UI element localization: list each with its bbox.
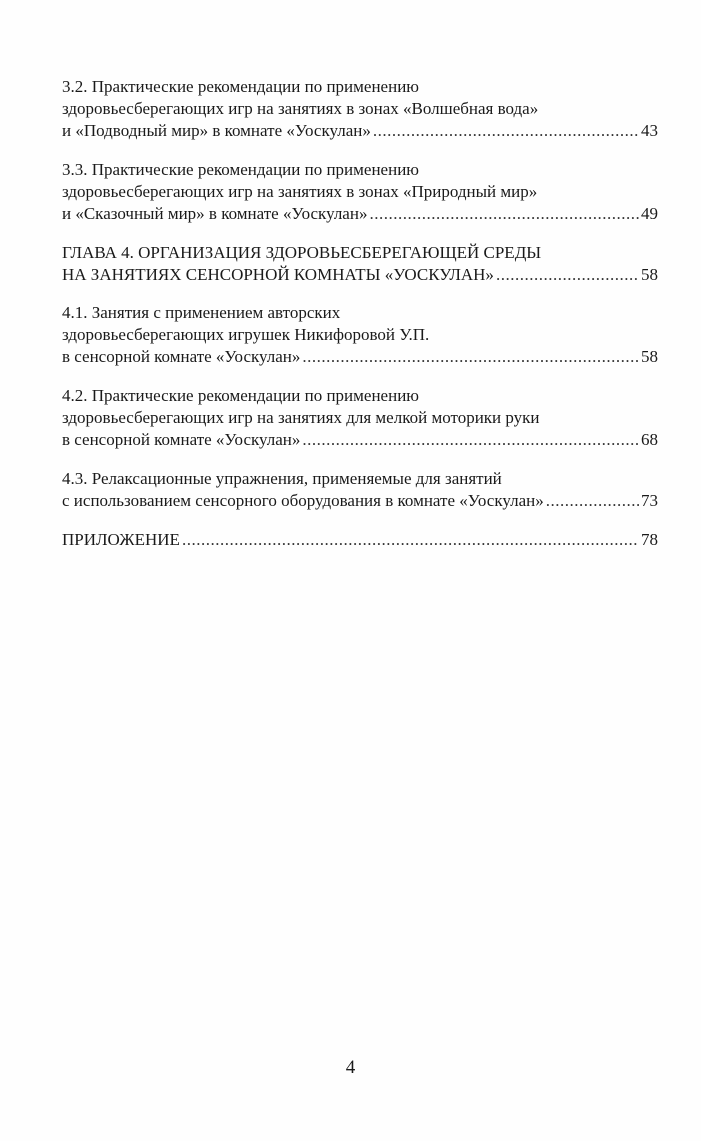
toc-entry-final-line xyxy=(62,264,658,286)
toc-entry-3-3 xyxy=(62,159,658,225)
toc-entry-line: в сенсорной комнате «Уоскулан» xyxy=(62,347,301,366)
toc-entry-final-line xyxy=(62,529,658,551)
toc-entry-final-line xyxy=(62,429,658,451)
toc-entry-line: 3.3. Практические рекомендации по применению xyxy=(62,160,419,179)
toc-entry-line: и «Сказочный мир» в комнате «Уоскулан» xyxy=(62,204,368,223)
toc-page-number: 43 xyxy=(641,121,658,140)
dot-leader xyxy=(369,203,639,225)
toc-entry-final-line xyxy=(62,346,658,368)
toc-entry-4-1 xyxy=(62,302,658,368)
dot-leader xyxy=(496,264,639,286)
toc-entry-line: здоровьесберегающих игр на занятиях для мелкой моторики руки xyxy=(62,408,540,427)
toc-entry-chapter-4 xyxy=(62,242,658,286)
toc-entry-line: 4.2. Практические рекомендации по применению xyxy=(62,386,419,405)
toc-entry-line: НА ЗАНЯТИЯХ СЕНСОРНОЙ КОМНАТЫ «УОСКУЛАН» xyxy=(62,265,494,284)
toc-entry-final-line xyxy=(62,490,658,512)
toc-entry-line: ПРИЛОЖЕНИЕ xyxy=(62,530,180,549)
toc-page-number: 78 xyxy=(641,530,658,549)
toc-page-number: 58 xyxy=(641,265,658,284)
toc-page-number: 58 xyxy=(641,347,658,366)
dot-leader xyxy=(373,120,639,142)
toc-page-number: 49 xyxy=(641,204,658,223)
toc-entry-line: 3.2. Практические рекомендации по применению xyxy=(62,77,419,96)
toc-entry-final-line xyxy=(62,120,658,142)
dot-leader xyxy=(546,490,639,512)
toc-page-number: 68 xyxy=(641,430,658,449)
toc-entry-3-2 xyxy=(62,76,658,142)
toc-entry-line: 4.3. Релаксационные упражнения, применяемые для занятий xyxy=(62,469,502,488)
dot-leader xyxy=(182,529,639,551)
toc-entry-4-3 xyxy=(62,468,658,512)
toc-entry-line: здоровьесберегающих игр на занятиях в зонах «Природный мир» xyxy=(62,182,538,201)
toc-entry-line: здоровьесберегающих игрушек Никифоровой У.П. xyxy=(62,325,430,344)
toc-entry-appendix xyxy=(62,529,658,551)
toc-entry-line: ГЛАВА 4. ОРГАНИЗАЦИЯ ЗДОРОВЬЕСБЕРЕГАЮЩЕЙ СРЕДЫ xyxy=(62,243,542,262)
toc-entry-line: с использованием сенсорного оборудования в комнате «Уоскулан» xyxy=(62,491,544,510)
toc-page-number: 73 xyxy=(641,491,658,510)
dot-leader xyxy=(302,429,639,451)
toc-entry-line: в сенсорной комнате «Уоскулан» xyxy=(62,430,301,449)
page-number: 4 xyxy=(345,1057,356,1078)
toc-entry-line: 4.1. Занятия с применением авторских xyxy=(62,303,341,322)
dot-leader xyxy=(302,346,639,368)
toc-entry-line: и «Подводный мир» в комнате «Уоскулан» xyxy=(62,121,371,140)
toc-entry-4-2 xyxy=(62,385,658,451)
table-of-contents xyxy=(62,76,658,568)
toc-entry-line: здоровьесберегающих игр на занятиях в зонах «Волшебная вода» xyxy=(62,99,539,118)
toc-entry-final-line xyxy=(62,203,658,225)
